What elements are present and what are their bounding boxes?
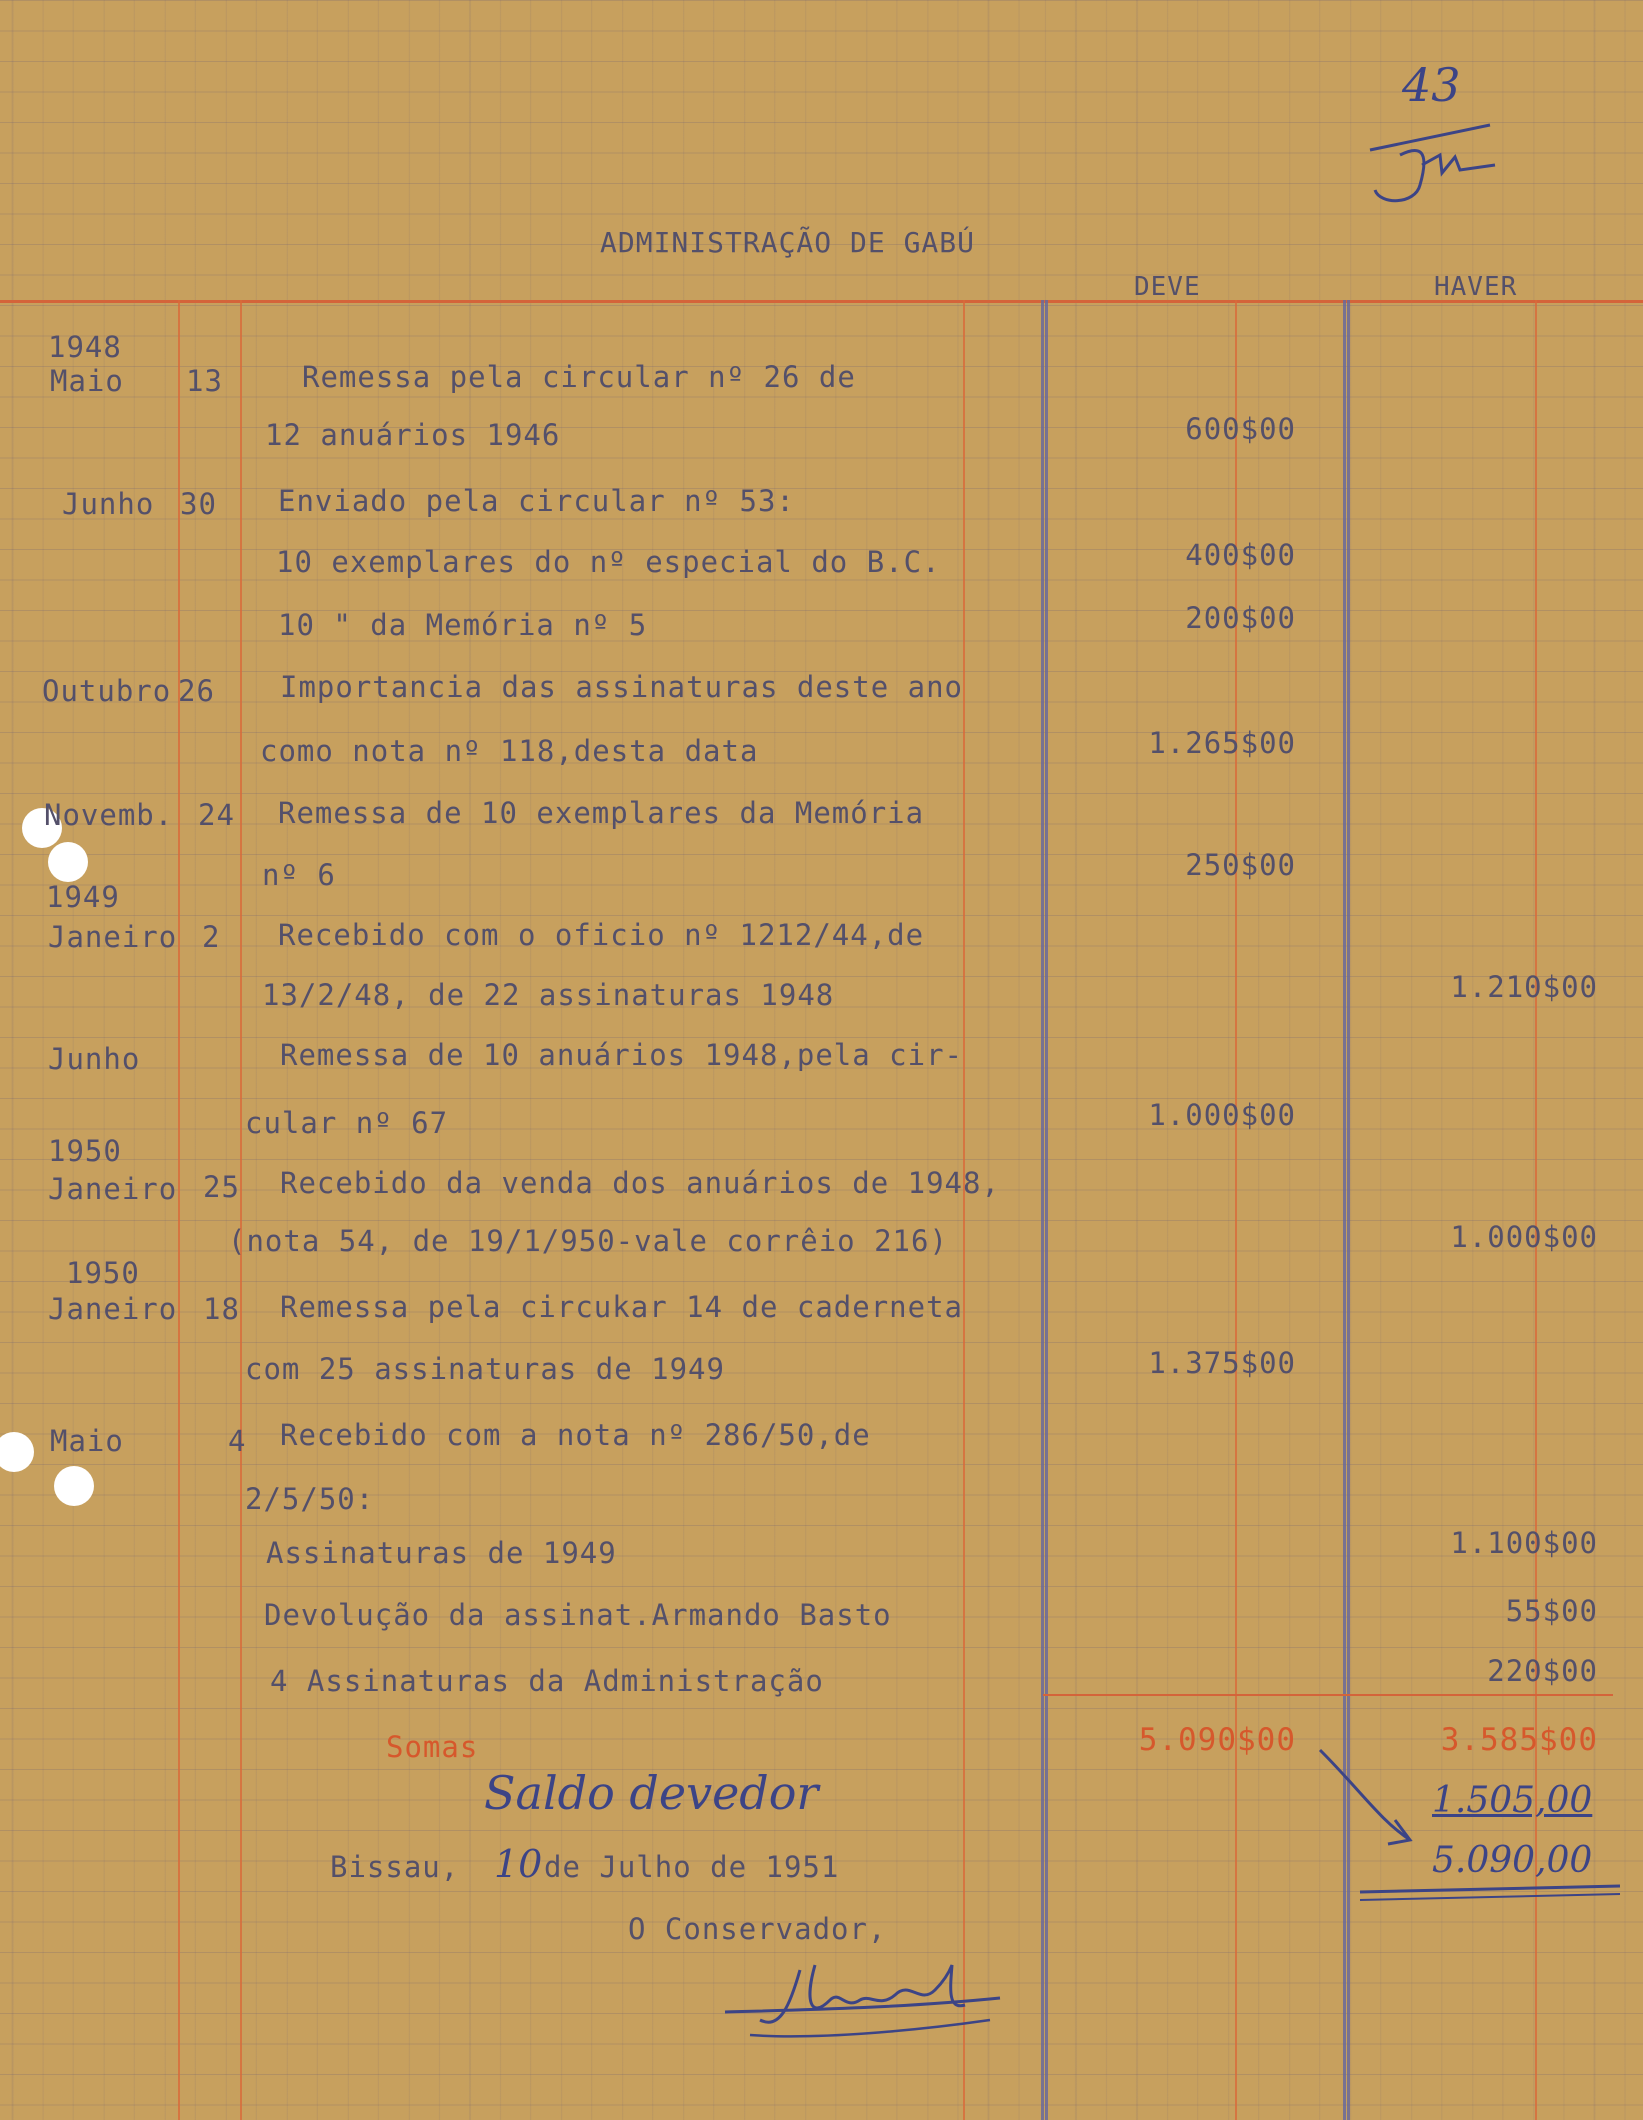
entry-day: 4 bbox=[228, 1424, 247, 1458]
entry-year: 1950 bbox=[48, 1134, 122, 1168]
entry-day: 25 bbox=[203, 1170, 240, 1204]
footer-signatory: O Conservador, bbox=[628, 1912, 887, 1946]
totals-haver: 3.585$00 bbox=[1440, 1722, 1598, 1758]
column-rule-date bbox=[178, 300, 180, 2120]
entry-description: cular nº 67 bbox=[245, 1106, 449, 1140]
punch-hole bbox=[0, 1432, 34, 1472]
entry-month: Junho bbox=[62, 487, 155, 521]
entry-description: (nota 54, de 19/1/950-vale corrêio 216) bbox=[228, 1224, 948, 1258]
entry-haver: 1.000$00 bbox=[1450, 1220, 1598, 1254]
entry-description: Recebido da venda dos anuários de 1948, bbox=[280, 1166, 1000, 1200]
entry-description: Recebido com a nota nº 286/50,de bbox=[280, 1418, 871, 1452]
entry-year: 1949 bbox=[46, 880, 120, 914]
entry-deve: 1.265$00 bbox=[1148, 726, 1296, 760]
balance-amount: 1.505,00 bbox=[1432, 1780, 1593, 1821]
page-title: ADMINISTRAÇÃO DE GABÚ bbox=[600, 226, 976, 259]
entry-description: 4 Assinaturas da Administração bbox=[270, 1664, 824, 1698]
entry-deve: 600$00 bbox=[1185, 412, 1296, 446]
entry-description: Remessa pela circular nº 26 de bbox=[302, 360, 856, 394]
header-rule bbox=[0, 300, 1643, 303]
entry-haver: 1.100$00 bbox=[1450, 1526, 1598, 1560]
column-rule-deve-inner bbox=[1045, 300, 1048, 2120]
totals-label: Somas bbox=[386, 1730, 479, 1764]
entry-day: 26 bbox=[178, 674, 215, 708]
column-header-deve: DEVE bbox=[1134, 272, 1201, 302]
entry-description: nº 6 bbox=[262, 858, 336, 892]
entry-description: 12 anuários 1946 bbox=[265, 418, 561, 452]
balance-label: Saldo devedor bbox=[484, 1766, 819, 1820]
entry-month: Janeiro bbox=[48, 1292, 178, 1326]
entry-haver: 220$00 bbox=[1487, 1654, 1598, 1688]
entry-description: 2/5/50: bbox=[245, 1482, 375, 1516]
column-rule-deve-cents bbox=[1235, 300, 1237, 2120]
entry-deve: 400$00 bbox=[1185, 538, 1296, 572]
entry-year: 1950 bbox=[66, 1256, 140, 1290]
handwritten-folio-number: 43 bbox=[1402, 58, 1461, 112]
entry-month: Junho bbox=[48, 1042, 141, 1076]
column-rule-deve bbox=[1041, 300, 1044, 2120]
entry-month: Maio bbox=[50, 1424, 124, 1458]
entry-haver: 1.210$00 bbox=[1450, 970, 1598, 1004]
entry-month: Maio bbox=[50, 364, 124, 398]
entry-description: Remessa de 10 anuários 1948,pela cir- bbox=[280, 1038, 964, 1072]
entry-day: 24 bbox=[198, 798, 235, 832]
entry-description: 13/2/48, de 22 assinaturas 1948 bbox=[262, 978, 835, 1012]
column-rule-description bbox=[963, 300, 965, 2120]
entry-day: 18 bbox=[203, 1292, 240, 1326]
column-rule-day bbox=[240, 300, 242, 2120]
entry-deve: 250$00 bbox=[1185, 848, 1296, 882]
signature bbox=[720, 1950, 1020, 2060]
entry-description: 10 exemplares do nº especial do B.C. bbox=[276, 545, 941, 579]
entry-month: Janeiro bbox=[48, 920, 178, 954]
entry-month: Janeiro bbox=[48, 1172, 178, 1206]
entry-day: 2 bbox=[202, 920, 221, 954]
entry-month: Outubro bbox=[42, 674, 172, 708]
footer-date: de Julho de 1951 bbox=[544, 1850, 840, 1884]
totals-rule bbox=[1043, 1694, 1613, 1696]
entry-year: 1948 bbox=[48, 330, 122, 364]
entry-month: Novemb. bbox=[44, 798, 174, 832]
entry-deve: 1.375$00 bbox=[1148, 1346, 1296, 1380]
entry-description: 10 " da Memória nº 5 bbox=[278, 608, 648, 642]
punch-hole bbox=[54, 1466, 94, 1506]
entry-deve: 200$00 bbox=[1185, 601, 1296, 635]
entry-description: Importancia das assinaturas deste ano bbox=[280, 670, 964, 704]
entry-description: como nota nº 118,desta data bbox=[260, 734, 759, 768]
footer-day-handwritten: 10 bbox=[494, 1842, 543, 1886]
punch-hole bbox=[48, 842, 88, 882]
entry-description: Assinaturas de 1949 bbox=[266, 1536, 617, 1570]
footer-place: Bissau, bbox=[330, 1850, 460, 1884]
entry-description: Remessa de 10 exemplares da Memória bbox=[278, 796, 925, 830]
entry-day: 30 bbox=[180, 487, 217, 521]
entry-deve: 1.000$00 bbox=[1148, 1098, 1296, 1132]
balance-check-total: 5.090,00 bbox=[1432, 1840, 1593, 1881]
entry-description: Enviado pela circular nº 53: bbox=[278, 484, 795, 518]
balance-arrow-mark bbox=[1300, 1740, 1640, 1910]
handwritten-initials-mark bbox=[1360, 95, 1510, 215]
column-header-haver: HAVER bbox=[1434, 272, 1518, 302]
entry-description: com 25 assinaturas de 1949 bbox=[245, 1352, 725, 1386]
entry-day: 13 bbox=[186, 364, 223, 398]
entry-description: Devolução da assinat.Armando Basto bbox=[264, 1598, 892, 1632]
entry-description: Remessa pela circukar 14 de caderneta bbox=[280, 1290, 964, 1324]
entry-haver: 55$00 bbox=[1505, 1594, 1598, 1628]
totals-deve: 5.090$00 bbox=[1138, 1722, 1296, 1758]
entry-description: Recebido com o oficio nº 1212/44,de bbox=[278, 918, 925, 952]
